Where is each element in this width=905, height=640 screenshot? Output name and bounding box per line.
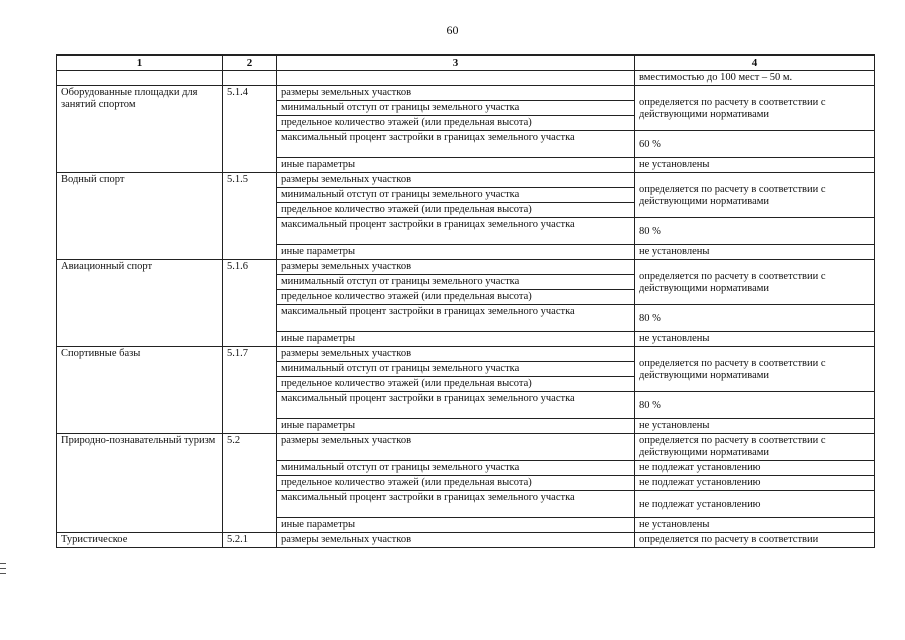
land-use-parameters-table	[56, 54, 875, 548]
value-coverage: 60 %	[635, 131, 875, 158]
value-coverage: 80 %	[635, 392, 875, 419]
column-header-3: 3	[277, 55, 635, 71]
value-coverage: 80 %	[635, 305, 875, 332]
use-type-code: 5.2	[223, 434, 277, 533]
param-sizes: размеры земельных участков	[277, 533, 635, 548]
use-type-name: Спортивные базы	[57, 347, 223, 434]
column-header-1: 1	[57, 55, 223, 71]
param-coverage: максимальный процент застройки в границах земельного участка	[277, 131, 635, 158]
value-not-set: не установлены	[635, 332, 875, 347]
cell-empty	[223, 71, 277, 86]
param-coverage: максимальный процент застройки в границах земельного участка	[277, 218, 635, 245]
param-offset: минимальный отступ от границы земельного участка	[277, 275, 635, 290]
value-not-set: не установлены	[635, 158, 875, 173]
value-coverage: 80 %	[635, 218, 875, 245]
capacity-value: вместимостью до 100 мест – 50 м.	[635, 71, 875, 86]
value-by-calc: определяется по расчету в соответствии с действующими нормативами	[635, 173, 875, 218]
table-row	[57, 86, 875, 101]
param-offset: минимальный отступ от границы земельного участка	[277, 461, 635, 476]
table-row	[57, 533, 875, 548]
scan-edge-mark	[0, 563, 6, 574]
param-coverage: максимальный процент застройки в границах земельного участка	[277, 305, 635, 332]
value-not-set: не установлены	[635, 245, 875, 260]
value-by-calc: определяется по расчету в соответствии с действующими нормативами	[635, 434, 875, 461]
param-sizes: размеры земельных участков	[277, 434, 635, 461]
param-other: иные параметры	[277, 419, 635, 434]
param-floors: предельное количество этажей (или предельная высота)	[277, 116, 635, 131]
param-offset: минимальный отступ от границы земельного участка	[277, 188, 635, 203]
column-header-4: 4	[635, 55, 875, 71]
value-by-calc: определяется по расчету в соответствии с действующими нормативами	[635, 260, 875, 305]
use-type-name: Авиационный спорт	[57, 260, 223, 347]
value-by-calc: определяется по расчету в соответствии с действующими нормативами	[635, 86, 875, 131]
param-coverage: максимальный процент застройки в границах земельного участка	[277, 491, 635, 518]
table-row	[57, 260, 875, 275]
value-not-set: не установлены	[635, 419, 875, 434]
table-row	[57, 347, 875, 362]
use-type-code: 5.2.1	[223, 533, 277, 548]
param-floors: предельное количество этажей (или предельная высота)	[277, 203, 635, 218]
column-header-2: 2	[223, 55, 277, 71]
param-other: иные параметры	[277, 518, 635, 533]
param-floors: предельное количество этажей (или предельная высота)	[277, 476, 635, 491]
param-offset: минимальный отступ от границы земельного участка	[277, 101, 635, 116]
use-type-code: 5.1.6	[223, 260, 277, 347]
value-not-subject: не подлежат установлению	[635, 491, 875, 518]
value-by-calc: определяется по расчету в соответствии	[635, 533, 875, 548]
page-number: 60	[446, 23, 459, 37]
use-type-code: 5.1.4	[223, 86, 277, 173]
param-sizes: размеры земельных участков	[277, 86, 635, 101]
use-type-name: Туристическое	[57, 533, 223, 548]
param-other: иные параметры	[277, 158, 635, 173]
param-floors: предельное количество этажей (или предельная высота)	[277, 377, 635, 392]
use-type-name: Водный спорт	[57, 173, 223, 260]
param-coverage: максимальный процент застройки в границах земельного участка	[277, 392, 635, 419]
value-not-subject: не подлежат установлению	[635, 476, 875, 491]
continuation-row	[57, 71, 875, 86]
param-offset: минимальный отступ от границы земельного участка	[277, 362, 635, 377]
use-type-code: 5.1.7	[223, 347, 277, 434]
param-sizes: размеры земельных участков	[277, 173, 635, 188]
use-type-code: 5.1.5	[223, 173, 277, 260]
param-other: иные параметры	[277, 332, 635, 347]
value-not-subject: не подлежат установлению	[635, 461, 875, 476]
table-row	[57, 173, 875, 188]
param-sizes: размеры земельных участков	[277, 260, 635, 275]
table-header-row	[57, 55, 875, 71]
param-sizes: размеры земельных участков	[277, 347, 635, 362]
value-not-set: не установлены	[635, 518, 875, 533]
param-other: иные параметры	[277, 245, 635, 260]
use-type-name: Природно-познавательный туризм	[57, 434, 223, 533]
param-floors: предельное количество этажей (или предельная высота)	[277, 290, 635, 305]
value-by-calc: определяется по расчету в соответствии с действующими нормативами	[635, 347, 875, 392]
cell-empty	[277, 71, 635, 86]
cell-empty	[57, 71, 223, 86]
use-type-name: Оборудованные площадки для занятий спортом	[57, 86, 223, 173]
table-row	[57, 434, 875, 461]
